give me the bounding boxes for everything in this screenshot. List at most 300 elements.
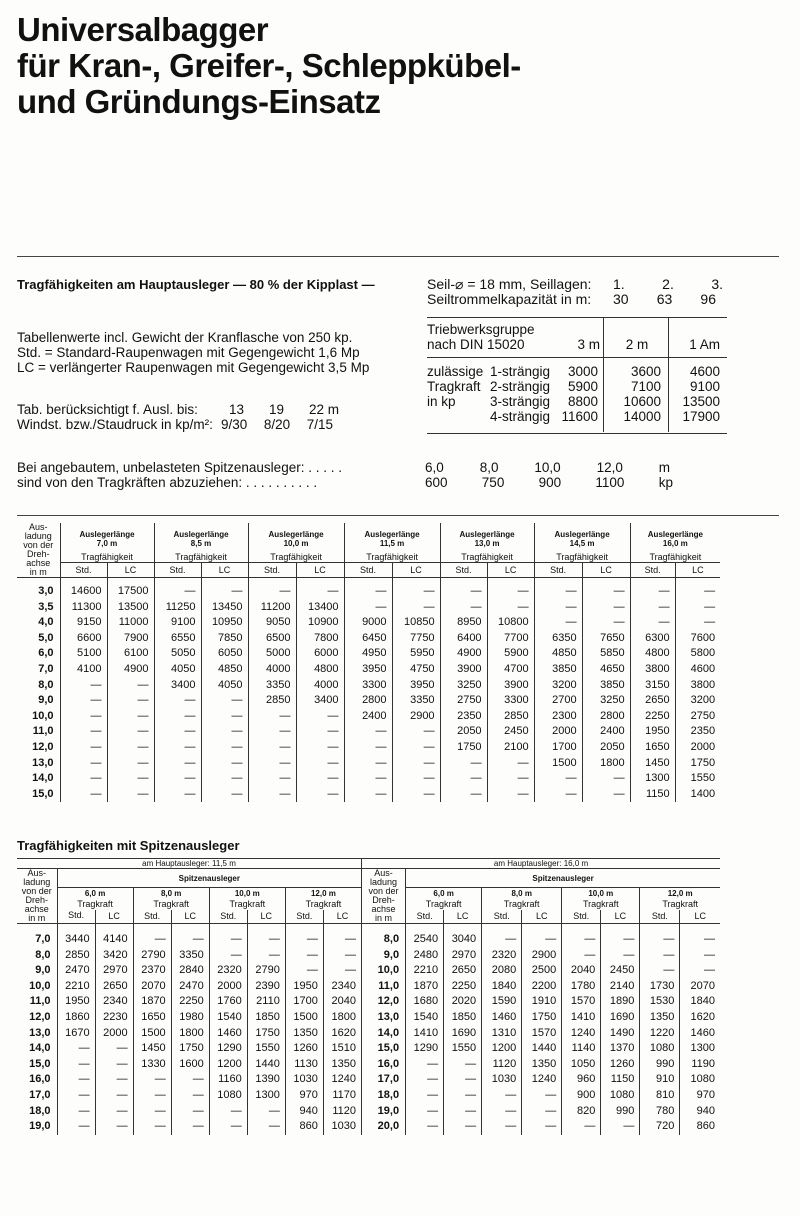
- std-header: Std.: [209, 910, 247, 924]
- ausladung-cell: 10,0: [32, 709, 54, 722]
- std-header: Std.: [248, 563, 296, 578]
- spitz-capacity-table: [17, 858, 720, 1135]
- value-cell: 2840: [171, 963, 209, 979]
- section-heading-spitz: Tragfähigkeiten mit Spitzenausleger: [17, 838, 240, 853]
- value-cell: 1080: [209, 1088, 247, 1104]
- length-value: 16,0 m: [662, 538, 688, 548]
- value-cell: —: [247, 924, 285, 948]
- ausladung-cell: 9,0: [35, 964, 51, 977]
- value-cell: —: [107, 756, 154, 772]
- value-cell: 9100: [154, 615, 201, 631]
- section-heading-main: Tragfähigkeiten am Hauptausleger — 80 % der Kipplast —: [17, 277, 375, 292]
- value-cell: —: [487, 600, 534, 616]
- value-cell: 1780: [562, 979, 601, 995]
- value-cell: 2500: [522, 963, 562, 979]
- value-cell: —: [522, 1104, 562, 1120]
- header-line: achse: [24, 904, 49, 914]
- value-cell: 1870: [133, 994, 171, 1010]
- length-header: [440, 523, 534, 548]
- sub-header: Tragfähigkeit: [534, 548, 630, 562]
- value-cell: 11000: [107, 615, 154, 631]
- value-cell: 2050: [582, 740, 630, 756]
- value-cell: 1300: [247, 1088, 285, 1104]
- value-cell: 990: [640, 1057, 680, 1073]
- value-cell: 5950: [392, 646, 440, 662]
- value-cell: 2650: [95, 979, 133, 995]
- value-cell: 10850: [392, 615, 440, 631]
- ausladung-cell: 17,0: [29, 1088, 51, 1101]
- value-cell: 3200: [675, 693, 720, 709]
- value-cell: 1330: [133, 1057, 171, 1073]
- value-cell: —: [630, 615, 675, 631]
- value-cell: 910: [640, 1072, 680, 1088]
- lc-header: LC: [392, 563, 440, 578]
- divider: [427, 357, 727, 358]
- seillage-value: 3.: [711, 276, 723, 292]
- value-cell: —: [534, 600, 582, 616]
- value-cell: —: [60, 771, 107, 787]
- sub-header: Tragfähigkeit: [60, 548, 154, 562]
- ausladung-cell: 13,0: [29, 1026, 51, 1039]
- header-line: von der: [368, 886, 399, 896]
- ausladung-cell: 19,0: [29, 1120, 51, 1133]
- value-cell: 1550: [675, 771, 720, 787]
- lc-header: LC: [296, 563, 344, 578]
- value-cell: —: [482, 1088, 522, 1104]
- value-cell: —: [522, 1119, 562, 1135]
- value-cell: 1370: [601, 1041, 640, 1057]
- header-line: in m: [375, 913, 393, 923]
- value-cell: 11200: [248, 600, 296, 616]
- std-header: Std.: [630, 563, 675, 578]
- ausladung-cell: 9,0: [362, 948, 406, 964]
- trieb-subtitle: nach DIN 15020: [427, 337, 525, 352]
- value-cell: 3800: [675, 678, 720, 694]
- value-cell: 2250: [171, 994, 209, 1010]
- value-cell: 3350: [248, 678, 296, 694]
- value-cell: 2250: [444, 979, 482, 995]
- value-cell: 1570: [562, 994, 601, 1010]
- value-cell: —: [640, 924, 680, 948]
- value-cell: —: [582, 787, 630, 803]
- value-cell: —: [406, 1072, 444, 1088]
- value-cell: 1080: [640, 1041, 680, 1057]
- tab-value: 19: [268, 402, 285, 417]
- value-cell: 1490: [601, 1026, 640, 1042]
- strang-label: 2-strängig: [490, 379, 551, 394]
- value-cell: 1750: [247, 1026, 285, 1042]
- trommel-label: Seiltrommelkapazität in m:: [427, 291, 592, 307]
- spitz-label: Spitzenausleger: [57, 869, 361, 888]
- abzug-value: 900: [538, 475, 562, 490]
- sub-header: Tragfähigkeit: [344, 548, 440, 562]
- value-cell: 1540: [406, 1010, 444, 1026]
- value-cell: —: [247, 948, 285, 964]
- value-cell: 3250: [582, 693, 630, 709]
- value-cell: 2320: [209, 963, 247, 979]
- value-cell: 1690: [601, 1010, 640, 1026]
- value-cell: 13500: [107, 600, 154, 616]
- value-cell: —: [296, 709, 344, 725]
- trieb-value: 9100: [689, 379, 720, 394]
- value-cell: 1240: [522, 1072, 562, 1088]
- value-cell: 6050: [201, 646, 248, 662]
- ausladung-cell: 8,0: [38, 678, 54, 691]
- std-header: Std.: [440, 563, 487, 578]
- value-cell: 1860: [57, 1010, 95, 1026]
- value-cell: —: [582, 600, 630, 616]
- trieb-value: 11600: [561, 409, 598, 424]
- value-cell: 2040: [562, 963, 601, 979]
- ausladung-cell: 7,0: [38, 662, 54, 675]
- trieb-row: [490, 379, 598, 394]
- table-row: [17, 924, 720, 948]
- value-cell: 1620: [680, 1010, 720, 1026]
- value-cell: 6400: [440, 631, 487, 647]
- value-cell: 1410: [562, 1010, 601, 1026]
- value-cell: —: [248, 709, 296, 725]
- value-cell: 1400: [675, 787, 720, 803]
- lc-header: LC: [95, 910, 133, 924]
- ausladung-cell: 10,0: [29, 979, 51, 992]
- value-cell: 2020: [444, 994, 482, 1010]
- sub-header: Tragfähigkeit: [154, 548, 248, 562]
- length-value: 8,5 m: [190, 538, 212, 548]
- value-cell: —: [209, 924, 247, 948]
- value-cell: 1700: [534, 740, 582, 756]
- value-cell: 1290: [406, 1041, 444, 1057]
- spitz-length: 10,0 m: [562, 888, 640, 899]
- value-cell: 17500: [107, 578, 154, 600]
- value-cell: —: [344, 756, 392, 772]
- value-cell: 1800: [323, 1010, 361, 1026]
- spitz-length: 8,0 m: [133, 888, 209, 899]
- std-header: Std.: [154, 563, 201, 578]
- value-cell: 1350: [323, 1057, 361, 1073]
- value-cell: 2800: [344, 693, 392, 709]
- value-cell: 4650: [582, 662, 630, 678]
- value-cell: —: [95, 1119, 133, 1135]
- length-value: 7,0 m: [96, 538, 118, 548]
- value-cell: 1750: [171, 1041, 209, 1057]
- value-cell: —: [57, 1088, 95, 1104]
- value-cell: —: [201, 787, 248, 803]
- value-cell: 2750: [675, 709, 720, 725]
- ausladung-cell: 11,0: [29, 995, 51, 1008]
- value-cell: 1950: [285, 979, 323, 995]
- std-header: Std.: [60, 563, 107, 578]
- left-title: am Hauptausleger: 11,5 m: [142, 859, 236, 868]
- value-cell: 2370: [133, 963, 171, 979]
- ausladung-cell: 16,0: [362, 1057, 406, 1073]
- value-cell: 7700: [487, 631, 534, 647]
- tab-values: [229, 402, 339, 417]
- std-header: Std.: [562, 910, 601, 924]
- first-col-header: [362, 869, 406, 924]
- value-cell: 970: [680, 1088, 720, 1104]
- value-cell: 1460: [482, 1010, 522, 1026]
- value-cell: 1850: [247, 1010, 285, 1026]
- value-cell: 3420: [95, 948, 133, 964]
- value-cell: 3150: [630, 678, 675, 694]
- ausladung-cell: 13,0: [362, 1010, 406, 1026]
- value-cell: 820: [562, 1104, 601, 1120]
- sub-header: Tragkraft: [406, 899, 482, 910]
- value-cell: —: [95, 1104, 133, 1120]
- value-cell: 2250: [630, 709, 675, 725]
- table-row: [17, 1119, 720, 1135]
- title-line: und Gründungs-Einsatz: [17, 83, 381, 120]
- std-header: Std.: [285, 910, 323, 924]
- sub-header: Tragkraft: [133, 899, 209, 910]
- value-cell: 2480: [406, 948, 444, 964]
- value-cell: —: [133, 1088, 171, 1104]
- value-cell: —: [675, 600, 720, 616]
- value-cell: —: [344, 600, 392, 616]
- value-cell: —: [171, 1088, 209, 1104]
- group-label: Auslegerlänge: [79, 529, 135, 539]
- abzug-length: 8,0: [479, 460, 499, 475]
- value-cell: —: [154, 724, 201, 740]
- value-cell: 2210: [406, 963, 444, 979]
- value-cell: —: [440, 756, 487, 772]
- group-label: Auslegerlänge: [268, 529, 324, 539]
- value-cell: —: [60, 693, 107, 709]
- value-cell: 6350: [534, 631, 582, 647]
- value-cell: —: [344, 740, 392, 756]
- value-cell: —: [248, 787, 296, 803]
- value-cell: —: [444, 1088, 482, 1104]
- trieb-row: [490, 394, 598, 409]
- abzug-length: 10,0: [534, 460, 561, 475]
- value-cell: 2350: [440, 709, 487, 725]
- value-cell: 2400: [582, 724, 630, 740]
- value-cell: 7600: [675, 631, 720, 647]
- spitz-length: 12,0 m: [640, 888, 720, 899]
- value-cell: —: [154, 756, 201, 772]
- value-cell: 2080: [482, 963, 522, 979]
- header-line: achse: [26, 558, 51, 568]
- sub-header: Tragkraft: [57, 899, 133, 910]
- trieb-rows: [490, 364, 598, 424]
- trieb-col: 2 m: [625, 337, 649, 352]
- value-cell: 1350: [285, 1026, 323, 1042]
- value-cell: 720: [640, 1119, 680, 1135]
- header-line: Aus-: [27, 868, 47, 878]
- ausladung-cell: 11,0: [362, 979, 406, 995]
- value-cell: —: [107, 787, 154, 803]
- length-header: [630, 523, 720, 548]
- trieb-value: 8800: [567, 394, 598, 409]
- lc-header: LC: [487, 563, 534, 578]
- trieb-value: 7100: [630, 379, 661, 394]
- value-cell: —: [171, 1072, 209, 1088]
- value-cell: 2070: [133, 979, 171, 995]
- value-cell: 1080: [601, 1088, 640, 1104]
- trieb-value: 10600: [623, 394, 661, 409]
- value-cell: —: [107, 709, 154, 725]
- value-cell: 1300: [680, 1041, 720, 1057]
- trieb-value: 3000: [567, 364, 598, 379]
- ausladung-cell: 5,0: [38, 631, 54, 644]
- value-cell: —: [209, 1119, 247, 1135]
- value-cell: 1030: [482, 1072, 522, 1088]
- value-cell: 4050: [201, 678, 248, 694]
- table-row: [17, 678, 720, 694]
- value-cell: —: [247, 1119, 285, 1135]
- value-cell: —: [296, 724, 344, 740]
- value-cell: —: [107, 678, 154, 694]
- tab-value: 13: [229, 402, 245, 417]
- value-cell: 1350: [640, 1010, 680, 1026]
- value-cell: —: [487, 578, 534, 600]
- value-cell: 2750: [440, 693, 487, 709]
- first-col-header: [17, 523, 60, 578]
- value-cell: 6550: [154, 631, 201, 647]
- length-value: 13,0 m: [474, 538, 500, 548]
- trieb-value: 17900: [682, 409, 720, 424]
- value-cell: 2850: [57, 948, 95, 964]
- value-cell: —: [201, 740, 248, 756]
- ausladung-cell: 18,0: [362, 1088, 406, 1104]
- value-cell: —: [392, 740, 440, 756]
- lc-header: LC: [444, 910, 482, 924]
- value-cell: 1550: [247, 1041, 285, 1057]
- value-cell: —: [285, 948, 323, 964]
- trieb-col: 3 m: [577, 337, 600, 352]
- value-cell: —: [406, 1088, 444, 1104]
- value-cell: 1200: [209, 1057, 247, 1073]
- value-cell: —: [392, 771, 440, 787]
- value-cell: 3400: [154, 678, 201, 694]
- abzug-line: Bei angebautem, unbelasteten Spitzenausleger: . . . . .: [17, 460, 342, 475]
- value-cell: 2340: [323, 979, 361, 995]
- table-row: [17, 979, 720, 995]
- value-cell: 7650: [582, 631, 630, 647]
- value-cell: 1450: [630, 756, 675, 772]
- value-cell: 1170: [323, 1088, 361, 1104]
- value-cell: —: [344, 578, 392, 600]
- value-cell: 4800: [296, 662, 344, 678]
- header-line: achse: [371, 904, 396, 914]
- value-cell: 1750: [522, 1010, 562, 1026]
- value-cell: —: [392, 756, 440, 772]
- value-cell: —: [154, 709, 201, 725]
- ausladung-cell: 18,0: [29, 1104, 51, 1117]
- seillage-value: 2.: [662, 276, 674, 292]
- note-line: Tabellenwerte incl. Gewicht der Kranflasche von 250 kp.: [17, 330, 353, 345]
- header-line: Dreh-: [26, 549, 50, 559]
- value-cell: 4850: [534, 646, 582, 662]
- title-line: für Kran-, Greifer-, Schleppkübel-: [17, 47, 521, 84]
- ausladung-cell: 7,0: [35, 933, 51, 945]
- header-line: Dreh-: [372, 895, 395, 905]
- ausladung-cell: 3,5: [38, 600, 54, 613]
- abzug-unit: m: [658, 460, 670, 475]
- value-cell: 1310: [482, 1026, 522, 1042]
- value-cell: 2450: [601, 963, 640, 979]
- value-cell: 2350: [675, 724, 720, 740]
- ausladung-cell: 12,0: [362, 994, 406, 1010]
- spitz-length: 6,0 m: [57, 888, 133, 899]
- value-cell: 1130: [285, 1057, 323, 1073]
- value-cell: —: [640, 963, 680, 979]
- value-cell: 2140: [601, 979, 640, 995]
- value-cell: 2000: [534, 724, 582, 740]
- table-row: [17, 1072, 720, 1088]
- value-cell: 1850: [444, 1010, 482, 1026]
- group-label: Auslegerlänge: [173, 529, 229, 539]
- trieb-value: 5900: [567, 379, 598, 394]
- value-cell: 4000: [248, 662, 296, 678]
- header-line: ladung: [24, 531, 52, 541]
- value-cell: —: [57, 1119, 95, 1135]
- lc-header: LC: [171, 910, 209, 924]
- value-cell: —: [60, 787, 107, 803]
- ausladung-cell: 16,0: [29, 1073, 51, 1086]
- trieb-col: 1 Am: [689, 337, 720, 352]
- value-cell: 1750: [675, 756, 720, 772]
- ausladung-cell: 6,0: [38, 647, 54, 660]
- table-row: [17, 948, 720, 964]
- group-label: Auslegerlänge: [364, 529, 420, 539]
- value-cell: —: [107, 740, 154, 756]
- divider: [668, 317, 669, 432]
- value-cell: 1500: [133, 1026, 171, 1042]
- value-cell: —: [640, 948, 680, 964]
- notes: [17, 330, 369, 375]
- std-header: Std.: [57, 910, 95, 924]
- length-header: [154, 523, 248, 548]
- value-cell: —: [562, 924, 601, 948]
- value-cell: —: [323, 924, 361, 948]
- value-cell: 1220: [640, 1026, 680, 1042]
- value-cell: —: [392, 600, 440, 616]
- ausladung-cell: 15,0: [32, 787, 54, 800]
- value-cell: 2050: [440, 724, 487, 740]
- lc-header: LC: [247, 910, 285, 924]
- table-row: [17, 1041, 720, 1057]
- value-cell: —: [201, 724, 248, 740]
- value-cell: —: [392, 724, 440, 740]
- value-cell: 4900: [107, 662, 154, 678]
- right-title: am Hauptausleger: 16,0 m: [362, 859, 720, 869]
- header-line: ladung: [23, 877, 51, 887]
- spitz-length: 10,0 m: [209, 888, 285, 899]
- value-cell: —: [482, 1104, 522, 1120]
- value-cell: —: [601, 948, 640, 964]
- value-cell: —: [440, 600, 487, 616]
- trommel-values: [613, 292, 716, 307]
- value-cell: 3900: [440, 662, 487, 678]
- value-cell: 1190: [680, 1057, 720, 1073]
- value-cell: 3800: [630, 662, 675, 678]
- value-cell: 3040: [444, 924, 482, 948]
- value-cell: 2000: [95, 1026, 133, 1042]
- value-cell: —: [247, 1104, 285, 1120]
- value-cell: 4050: [154, 662, 201, 678]
- ausladung-cell: 12,0: [29, 1010, 51, 1023]
- value-cell: 6100: [107, 646, 154, 662]
- value-cell: 9150: [60, 615, 107, 631]
- seillagen-values: [613, 277, 723, 292]
- trieb-title: Triebwerksgruppe: [427, 322, 535, 337]
- value-cell: —: [680, 963, 720, 979]
- ausladung-cell: 3,0: [38, 585, 54, 597]
- value-cell: 1440: [522, 1041, 562, 1057]
- table-row: [17, 1088, 720, 1104]
- value-cell: —: [392, 578, 440, 600]
